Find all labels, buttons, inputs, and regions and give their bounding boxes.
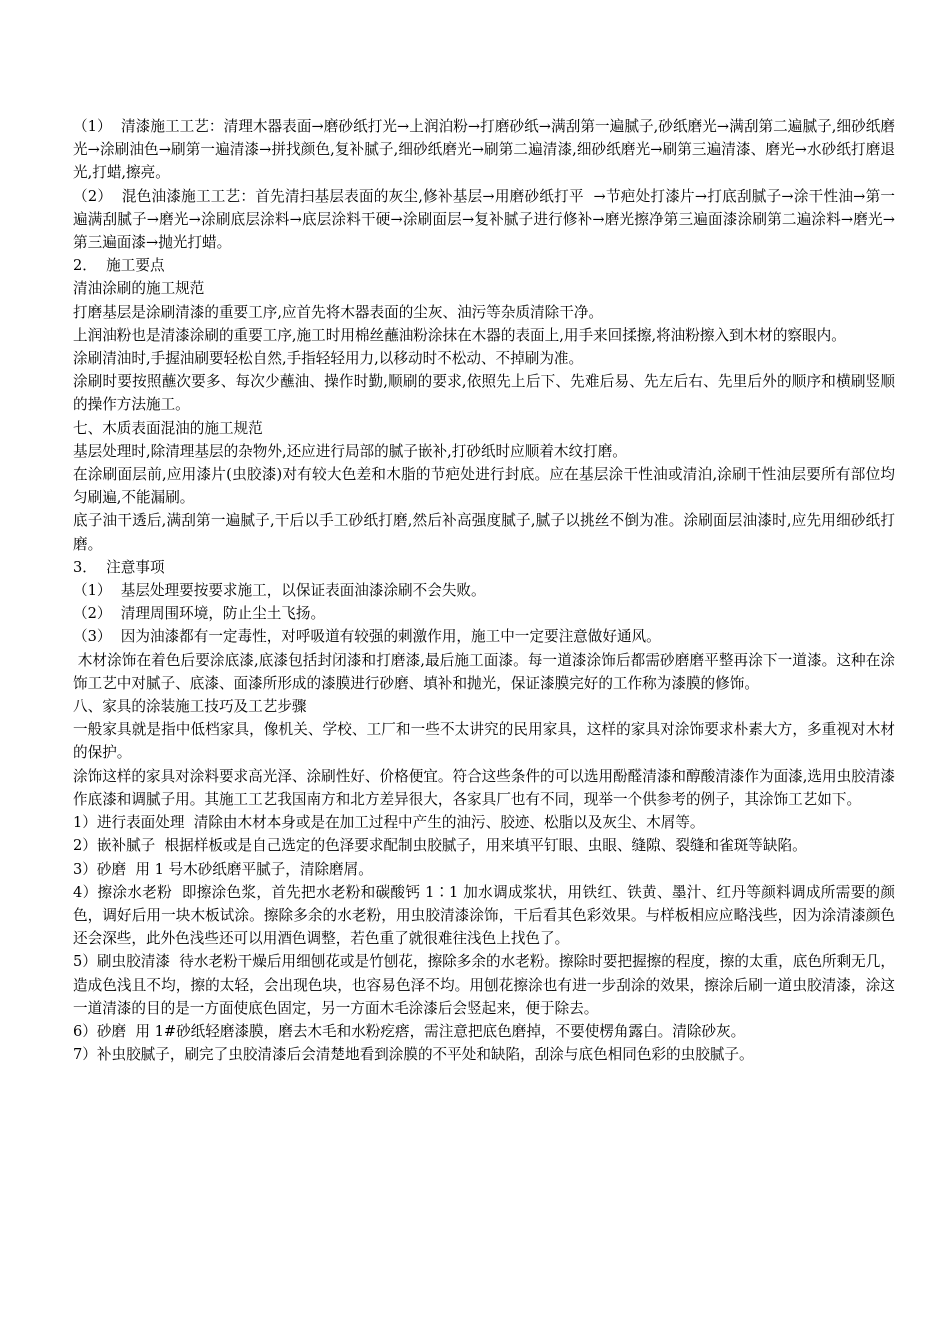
list-item: 5）刷虫胶清漆 待水老粉干燥后用细刨花或是竹刨花，擦除多余的水老粉。擦除时要把握擦的程度，擦的太重，底色所剩无几，造成色浅且不均，擦的太轻，会出现色块，也容易色泽不均。用刨花擦涂也有进一步刮涂的效果，擦涂后刷一道虫胶清漆，涂这一道清漆的目的是一方面使底色固定，另一方面木毛涂漆后会竖起来，便于除去。 <box>73 953 895 1017</box>
section-heading-precautions: 3． 注意事项 <box>73 558 165 576</box>
paragraph: 涂刷清油时,手握油刷要轻松自然,手指轻轻用力,以移动时不松动、不掉刷为准。 <box>73 350 584 368</box>
list-item: 1）进行表面处理 清除由木材本身或是在加工过程中产生的油污、胶迹、松脂以及灰尘、木屑等。 <box>73 814 705 832</box>
paragraph: 涂饰这样的家具对涂料要求高光泽、涂刷性好、价格便宜。符合这些条件的可以选用酚醛清漆和醇酸清漆作为面漆,选用虫胶清漆作底漆和调腻子用。其施工工艺我国南方和北方差异很大，各家具厂也有不同，现举一个供参考的例子，其涂饰工艺如下。 <box>73 767 895 808</box>
list-item: 6）砂磨 用 1#砂纸轻磨漆膜，磨去木毛和水粉疙瘩，需注意把底色磨掉，不要使楞角露白。清除砂灰。 <box>73 1022 746 1040</box>
paragraph: 一般家具就是指中低档家具，像机关、学校、工厂和一些不太讲究的民用家具，这样的家具对涂饰要求朴素大方，多重视对木材的保护。 <box>73 721 895 762</box>
paragraph: 底子油干透后,满刮第一遍腻子,干后以手工砂纸打磨,然后补高强度腻子,腻子以挑丝不倒为准。涂刷面层油漆时,应先用细砂纸打磨。 <box>73 512 895 553</box>
paragraph-clear-lacquer-process: （1） 清漆施工工艺：清理木器表面→磨砂纸打光→上润泊粉→打磨砂纸→满刮第一遍腻子,砂纸磨光→满刮第二遍腻子,细砂纸磨光→涂刷油色→刷第一遍清漆→拼找颜色,复补腻子,细砂纸磨光→刷第二遍清漆,细砂纸磨光→刷第三遍清漆、磨光→水砂纸打磨退光,打蜡,擦亮。 <box>73 118 895 182</box>
list-item: 2）嵌补腻子 根据样板或是自己选定的色泽要求配制虫胶腻子，用来填平钉眼、虫眼、缝隙、裂缝和雀斑等缺陷。 <box>73 837 807 855</box>
list-item: 3）砂磨 用 1 号木砂纸磨平腻子，清除磨屑。 <box>73 860 373 878</box>
list-item: 4）擦涂水老粉 即擦涂色浆，首先把水老粉和碳酸钙 1∶1 加水调成浆状，用铁红、铁黄、墨汁、红丹等颜料调成所需要的颜色，调好后用一块木板试涂。擦除多余的水老粉，用虫胶清漆涂饰，干后看其色彩效果。与样板相应应略浅些，因为涂清漆颜色还会深些，此外色浅些还可以用酒色调整，若色重了就很难往浅色上找色了。 <box>73 883 895 948</box>
paragraph: 上润油粉也是清漆涂刷的重要工序,施工时用棉丝蘸油粉涂抹在木器的表面上,用手来回揉擦,将油粉擦入到木材的察眼内。 <box>73 326 846 344</box>
list-item: （1） 基层处理要按要求施工，以保证表面油漆涂刷不会失败。 <box>73 582 486 600</box>
paragraph: 涂刷时要按照蘸次要多、每次少蘸油、操作时勤,顺刷的要求,依照先上后下、先难后易、先左后右、先里后外的顺序和横刷竖顺的操作方法施工。 <box>73 373 895 414</box>
section-heading-wood-mixed-oil: 七、木质表面混油的施工规范 <box>73 419 263 437</box>
paragraph: 木材涂饰在着色后要涂底漆,底漆包括封闭漆和打磨漆,最后施工面漆。每一道漆涂饰后都需砂磨磨平整再涂下一道漆。这种在涂饰工艺中对腻子、底漆、面漆所形成的漆膜进行砂磨、填补和抛光，保证漆膜完好的工作称为漆膜的修饰。 <box>73 651 895 692</box>
list-item: 7）补虫胶腻子，刷完了虫胶清漆后会清楚地看到涂膜的不平处和缺陷，刮涂与底色相同色彩的虫胶腻子。 <box>73 1046 754 1064</box>
section-heading-construction-points: 2． 施工要点 <box>73 257 165 275</box>
list-item: （3） 因为油漆都有一定毒性，对呼吸道有较强的刺激作用，施工中一定要注意做好通风。 <box>73 628 661 646</box>
paragraph-mixed-paint-process: （2） 混色油漆施工工艺：首先清扫基层表面的灰尘,修补基层→用磨砂纸打平 →节疤处打漆片→打底刮腻子→涂干性油→第一遍满刮腻子→磨光→涂刷底层涂料→底层涂料干硬→涂刷面层→复补腻子进行修补→磨光擦净第三遍面漆涂刷第二遍涂料→磨光→第三遍面漆→抛光打蜡。 <box>73 187 895 252</box>
section-heading-furniture-coating: 八、家具的涂装施工技巧及工艺步骤 <box>73 698 307 716</box>
list-item: （2） 清理周围环境，防止尘土飞扬。 <box>73 605 326 623</box>
document-body <box>73 115 895 1066</box>
paragraph: 在涂刷面层前,应用漆片(虫胶漆)对有较大色差和木脂的节疤处进行封底。应在基层涂干性油或清泊,涂刷干性油层要所有部位均匀刷遍,不能漏刷。 <box>73 466 895 507</box>
subheading-clear-oil-spec: 清油涂刷的施工规范 <box>73 280 205 298</box>
paragraph: 基层处理时,除清理基层的杂物外,还应进行局部的腻子嵌补,打砂纸时应顺着木纹打磨。 <box>73 442 627 460</box>
paragraph: 打磨基层是涂刷清漆的重要工序,应首先将木器表面的尘灰、油污等杂质清除干净。 <box>73 303 604 321</box>
